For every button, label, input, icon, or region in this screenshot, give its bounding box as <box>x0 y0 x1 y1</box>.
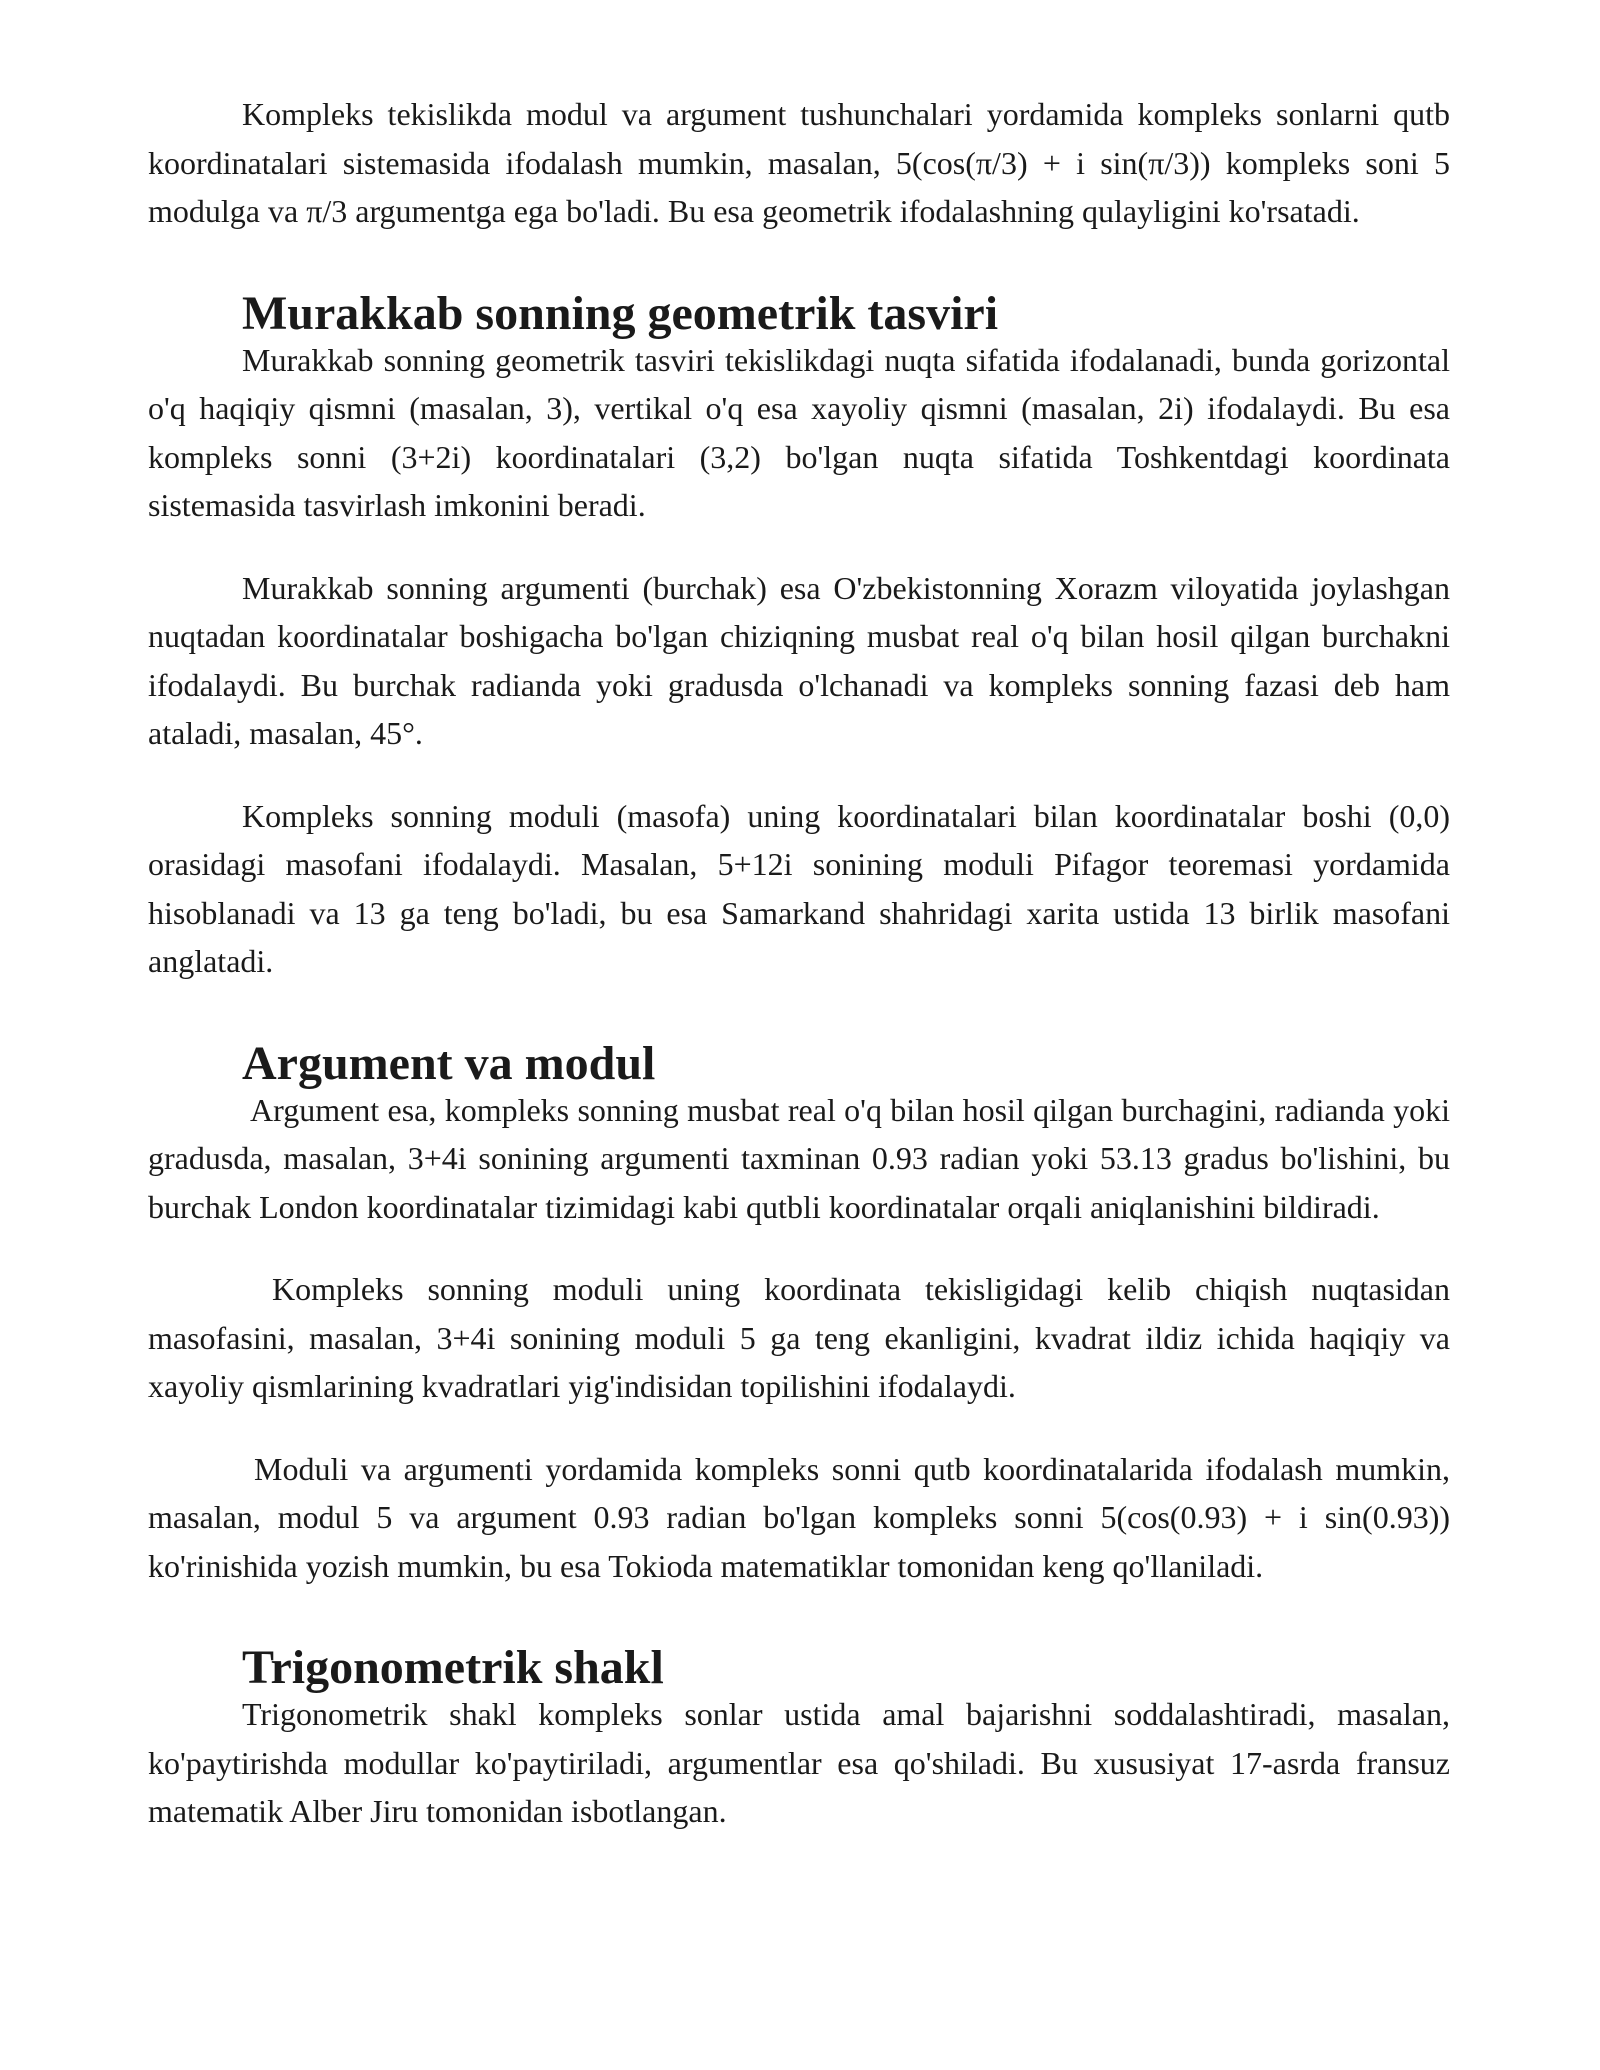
paragraph-modulus-distance: Kompleks sonning moduli (masofa) uning koordinatalari bilan koordinatalar boshi (0,0) orasidagi masofani ifodalaydi. Masalan, 5+12i sonining moduli Pifagor teoremasi yordamida hisoblanadi va 13 ga teng bo'ladi, bu esa Samarkand shahridagi xarita ustida 13 birlik masofani anglatadi. <box>148 797 1450 979</box>
paragraph-modulus-definition: Kompleks sonning moduli uning koordinata tekisligidagi kelib chiqish nuqtasidan masofasini, masalan, 3+4i sonining moduli 5 ga teng ekanligini, kvadrat ildiz ichida haqiqiy va xayoliy qismlarining kvadratlari yig'indisidan topilishini ifodalaydi. <box>148 1271 1450 1404</box>
heading-argument-and-modulus: Argument va modul <box>242 1036 656 1090</box>
paragraph-geometric-representation: Murakkab sonning geometrik tasviri tekislikdagi nuqta sifatida ifodalanadi, bunda gorizontal o'q haqiqiy qismni (masalan, 3), vertikal o'q esa xayoliy qismni (masalan, 2i) ifodalaydi. Bu esa kompleks sonni (3+2i) koordinatalari (3,2) bo'lgan nuqta sifatida Toshkentdagi koordinata sistemasida tasvirlash imkonini beradi. <box>148 341 1450 523</box>
heading-geometric-representation: Murakkab sonning geometrik tasviri <box>242 286 999 340</box>
heading-trigonometric-form: Trigonometrik shakl <box>242 1641 664 1694</box>
paragraph-polar-form-example: Moduli va argumenti yordamida kompleks sonni qutb koordinatalarida ifodalash mumkin, masalan, modul 5 va argument 0.93 radian bo'lgan kompleks sonni 5(cos(0.93) + i sin(0.93)) ko'rinishida yozish mumkin, bu esa Tokioda matematiklar tomonidan keng qo'llaniladi. <box>148 1450 1450 1584</box>
paragraph-argument-angle: Murakkab sonning argumenti (burchak) esa O'zbekistonning Xorazm viloyatida joylashgan nuqtadan koordinatalar boshigacha bo'lgan chiziqning musbat real o'q bilan hosil qilgan burchakni ifodalaydi. Bu burchak radianda yoki gradusda o'lchanadi va kompleks sonning fazasi deb ham ataladi, masalan, 45°. <box>148 569 1450 751</box>
paragraph-argument-definition: Argument esa, kompleks sonning musbat real o'q bilan hosil qilgan burchagini, radianda yoki gradusda, masalan, 3+4i sonining argumenti taxminan 0.93 radian yoki 53.13 gradus bo'lishini, bu burchak London koordinatalar tizimidagi kabi qutbli koordinatalar orqali aniqlanishini bildiradi. <box>148 1091 1450 1225</box>
document-page <box>148 90 1450 1836</box>
paragraph-trigonometric-form: Trigonometrik shakl kompleks sonlar ustida amal bajarishni soddalashtiradi, masalan, ko'paytirishda modullar ko'paytiriladi, argumentlar esa qo'shiladi. Bu xususiyat 17-asrda fransuz matematik Alber Jiru tomonidan isbotlangan. <box>148 1696 1450 1829</box>
paragraph-polar-intro: Kompleks tekislikda modul va argument tushunchalari yordamida kompleks sonlarni qutb koordinatalari sistemasida ifodalash mumkin, masalan, 5(cos(π/3) + i sin(π/3)) kompleks soni 5 modulga va π/3 argumentga ega bo'ladi. Bu esa geometrik ifodalashning qulayligini ko'rsatadi. <box>148 96 1450 229</box>
